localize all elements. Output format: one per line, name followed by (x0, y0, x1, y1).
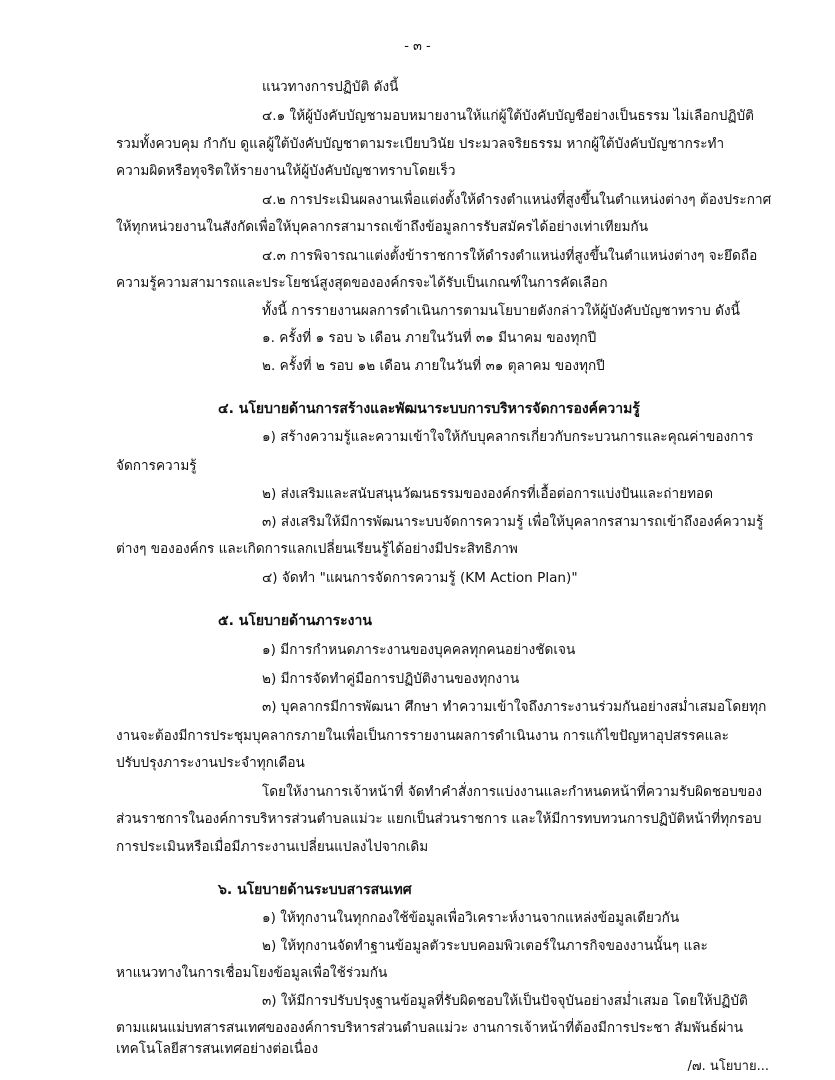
section-heading: ๔. นโยบายด้านการสร้างและพัฒนาระบบการบริหารจัดการองค์ความรู้ (218, 400, 640, 417)
paragraph-line: เทคโนโลยีสารสนเทศอย่างต่อเนื่อง (116, 1041, 319, 1057)
paragraph-line: ปรับปรุงภาระงานประจำทุกเดือน (116, 755, 305, 772)
paragraph-line: งานจะต้องมีการประชุมบุคลากรภายในเพื่อเป็นการรายงานผลการดำเนินงาน การแก้ไขปัญหาอุปสรรคและ (116, 727, 729, 744)
list-item: ๒) ส่งเสริมและสนับสนุนวัฒนธรรมขององค์กรที่เอื้อต่อการแบ่งปันและถ่ายทอด (262, 486, 714, 503)
list-item: ๔) จัดทำ "แผนการจัดการความรู้ (KM Action Plan)" (262, 569, 578, 586)
list-item: ๑) สร้างความรู้และความเข้าใจให้กับบุคลากรเกี่ยวกับกระบวนการและคุณค่าของการ (262, 429, 754, 446)
paragraph-line: ตามแผนแม่บทสารสนเทศขององค์การบริหารส่วนตำบลแม่วะ งานการเจ้าหน้าที่ต้องมีการประชา สัมพันธ์ผ่าน (116, 1020, 744, 1037)
paragraph-line: จัดการความรู้ (116, 457, 197, 474)
list-item: ๒) มีการจัดทำคู่มือการปฏิบัติงานของทุกงาน (262, 670, 520, 687)
list-item: ๓) ส่งเสริมให้มีการพัฒนาระบบจัดการความรู้ เพื่อให้บุคลากรสามารถเข้าถึงองค์ความรู้ (262, 513, 764, 530)
page-number: - ๓ - (404, 39, 431, 54)
paragraph-line: หาแนวทางในการเชื่อมโยงข้อมูลเพื่อใช้ร่วมกัน (116, 965, 388, 982)
paragraph-line: ให้ทุกหน่วยงานในสังกัดเพื่อให้บุคลากรสามารถเข้าถึงข้อมูลการรับสมัครได้อย่างเท่าเทียมกัน (116, 219, 649, 236)
list-item: ๓) ให้มีการปรับปรุงฐานข้อมูลที่รับผิดชอบให้เป็นปัจจุบันอย่างสม่ำเสมอ โดยให้ปฏิบัติ (262, 992, 748, 1009)
section-heading: ๖. นโยบายด้านระบบสารสนเทศ (218, 881, 412, 898)
paragraph-line: ต่างๆ ขององค์กร และเกิดการแลกเปลี่ยนเรียนรู้ได้อย่างมีประสิทธิภาพ (116, 541, 518, 558)
paragraph-line: การประเมินหรือเมื่อมีภาระงานเปลี่ยนแปลงไปจากเดิม (116, 838, 429, 855)
list-item: ๒) ให้ทุกงานจัดทำฐานข้อมูลตัวระบบคอมพิวเตอร์ในภารกิจของงานนั้นๆ และ (262, 937, 708, 954)
paragraph-line: ๔.๒ การประเมินผลงานเพื่อแต่งตั้งให้ดำรงตำแหน่งที่สูงขึ้นในตำแหน่งต่างๆ ต้องประกาศ (262, 191, 772, 208)
footer-continuation: /๗. นโยบาย... (687, 1059, 769, 1074)
paragraph-line: ความรู้ความสามารถและประโยชน์สูงสุดขององค์กรจะได้รับเป็นเกณฑ์ในการคัดเลือก (116, 275, 608, 292)
list-item: ๑) มีการกำหนดภาระงานของบุคคลทุกคนอย่างชัดเจน (262, 642, 576, 659)
list-item: ๑) ให้ทุกงานในทุกกองใช้ข้อมูลเพื่อวิเคราะห์งานจากแหล่งข้อมูลเดียวกัน (262, 910, 680, 927)
paragraph-line: ๔.๓ การพิจารณาแต่งตั้งข้าราชการให้ดำรงตำแหน่งที่สูงขึ้นในตำแหน่งต่างๆ จะยึดถือ (262, 247, 758, 264)
paragraph-line: โดยให้งานการเจ้าหน้าที่ จัดทำคำสั่งการแบ่งงานและกำหนดหน้าที่ความรับผิดชอบของ (262, 783, 762, 800)
paragraph-line: แนวทางการปฏิบัติ ดังนี้ (262, 79, 399, 95)
paragraph-line: รวมทั้งควบคุม กำกับ ดูแลผู้ใต้บังคับบัญชาตามระเบียบวินัย ประมวลจริยธรรม หากผู้ใต้บังคับบัญชากระทำ (116, 135, 725, 152)
paragraph-line: ความผิดหรือทุจริตให้รายงานให้ผู้บังคับบัญชาทราบโดยเร็ว (116, 163, 456, 180)
paragraph-line: ส่วนราชการในองค์การบริหารส่วนตำบลแม่วะ แยกเป็นส่วนราชการ และให้มีการทบทวนการปฏิบัติหน้าที่ทุกรอบ (116, 811, 762, 828)
section-heading: ๕. นโยบายด้านภาระงาน (218, 613, 372, 629)
list-item: ๑. ครั้งที่ ๑ รอบ ๖ เดือน ภายในวันที่ ๓๑ มีนาคม ของทุกปี (262, 330, 597, 347)
paragraph-line: ๔.๑ ให้ผู้บังคับบัญชามอบหมายงานให้แก่ผู้ใต้บังคับบัญชีอย่างเป็นธรรม ไม่เลือกปฏิบัติ (262, 108, 754, 125)
paragraph-line: ทั้งนี้ การรายงานผลการดำเนินการตามนโยบายดังกล่าวให้ผู้บังคับบัญชาทราบ ดังนี้ (262, 302, 740, 319)
list-item: ๓) บุคลากรมีการพัฒนา ศึกษา ทำความเข้าใจถึงภาระงานร่วมกันอย่างสม่ำเสมอโดยทุก (262, 699, 767, 716)
list-item: ๒. ครั้งที่ ๒ รอบ ๑๒ เดือน ภายในวันที่ ๓๑ ตุลาคม ของทุกปี (262, 357, 605, 374)
